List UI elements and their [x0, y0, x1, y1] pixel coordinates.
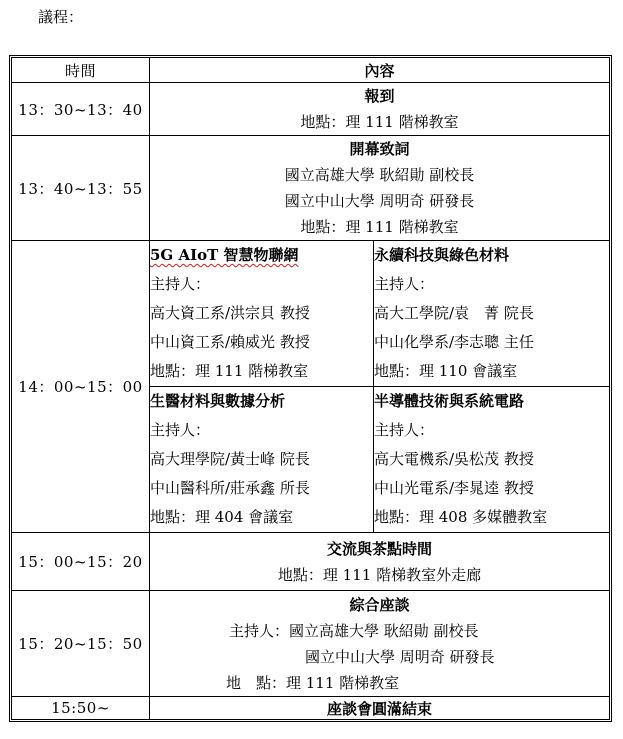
- break-location: 地點：理 111 階梯教室外走廊: [277, 565, 482, 584]
- break-time: 15：00~15：20: [12, 533, 150, 591]
- session-5g-aiot-moderator-2: 中山資工系/賴威光 教授: [150, 333, 310, 351]
- forum-time: 15：20~15：50: [12, 591, 150, 697]
- row-break: [12, 533, 609, 591]
- opening-location: 地點：理 111 階梯教室: [300, 218, 459, 236]
- session-green-materials-title: 永續科技與綠色材料: [374, 246, 510, 264]
- session-biomed-data: [150, 387, 374, 533]
- forum-title: 綜合座談: [349, 595, 410, 614]
- table-header-row: [12, 58, 609, 83]
- session-biomed-data-location: 地點：理 404 會議室: [150, 508, 294, 526]
- sessions-time: 14：00~15：00: [12, 241, 150, 533]
- break-content: [150, 533, 609, 591]
- forum-host-label: 主持人：: [229, 621, 290, 640]
- session-green-materials-moderator-2: 中山化學系/李志聰 主任: [374, 333, 534, 351]
- break-title: 交流與茶點時間: [326, 539, 432, 558]
- session-semiconductor-host-label: 主持人：: [374, 421, 435, 439]
- session-semiconductor-title: 半導體技術與系統電路: [374, 392, 525, 410]
- session-5g-aiot-location: 地點：理 111 階梯教室: [150, 362, 309, 380]
- session-green-materials: [374, 241, 609, 387]
- session-green-materials-moderator-1: 高大工學院/袁 菁 院長: [374, 304, 534, 322]
- opening-title: 開幕致詞: [349, 140, 410, 158]
- session-biomed-data-title: 生醫材料與數據分析: [150, 392, 286, 410]
- row-registration: [12, 83, 609, 136]
- closing-time: 15:50~: [12, 697, 150, 719]
- row-closing: [12, 697, 609, 719]
- agenda-heading: 議程：: [38, 8, 84, 26]
- agenda-table: [9, 55, 612, 722]
- forum-host-1: 國立高雄大學 耿紹勛 副校長: [289, 621, 479, 640]
- registration-content: [150, 83, 609, 136]
- session-green-materials-host-label: 主持人：: [374, 275, 435, 293]
- forum-host-1-line: [150, 618, 609, 644]
- opening-speaker-1: 國立高雄大學 耿紹勛 副校長: [284, 166, 475, 184]
- session-biomed-data-moderator-2: 中山醫科所/莊承鑫 所長: [150, 479, 310, 497]
- session-green-materials-location: 地點：理 110 會議室: [374, 362, 518, 380]
- opening-speaker-2: 國立中山大學 周明奇 研發長: [284, 192, 475, 210]
- session-biomed-data-moderator-1: 高大理學院/黃士峰 院長: [150, 450, 310, 468]
- registration-title: 報到: [364, 87, 395, 105]
- opening-content: [150, 136, 609, 241]
- session-semiconductor-location: 地點：理 408 多媒體教室: [374, 508, 548, 526]
- session-5g-aiot: [150, 241, 374, 387]
- header-time: 時間: [12, 58, 150, 83]
- row-sessions-a: [12, 241, 609, 387]
- registration-location: 地點：理 111 階梯教室: [300, 113, 459, 131]
- session-semiconductor: [374, 387, 609, 533]
- session-biomed-data-host-label: 主持人：: [150, 421, 211, 439]
- session-5g-aiot-title: 5G AIoT 智慧物聯網: [150, 246, 299, 264]
- row-forum: [12, 591, 609, 697]
- registration-time: 13：30~13：40: [12, 83, 150, 136]
- opening-time: 13：40~13：55: [12, 136, 150, 241]
- forum-host-2: 國立中山大學 周明奇 研發長: [305, 647, 495, 666]
- row-opening: [12, 136, 609, 241]
- session-5g-aiot-host-label: 主持人：: [150, 275, 211, 293]
- header-content: 內容: [150, 58, 609, 83]
- session-5g-aiot-moderator-1: 高大資工系/洪宗貝 教授: [150, 304, 310, 322]
- forum-location: 地 點：理 111 階梯教室: [226, 673, 400, 692]
- forum-content: [150, 591, 609, 697]
- closing-title: 座談會圓滿結束: [326, 699, 432, 718]
- session-semiconductor-moderator-2: 中山光電系/李晁逵 教授: [374, 479, 534, 497]
- session-semiconductor-moderator-1: 高大電機系/吳松茂 教授: [374, 450, 534, 468]
